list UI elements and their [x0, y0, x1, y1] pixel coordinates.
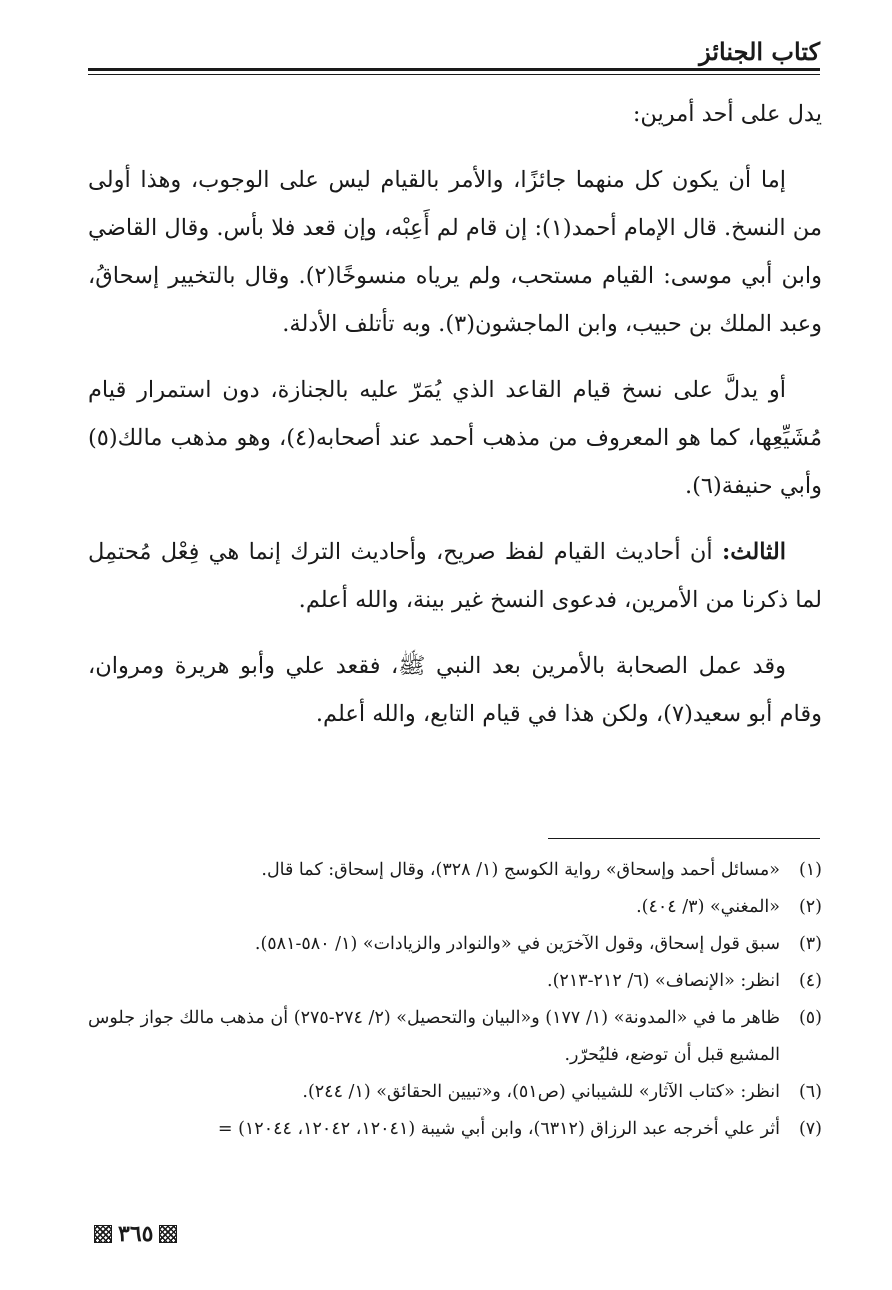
paragraph-2: أو يدلَّ على نسخ قيام القاعد الذي يُمَرّ عليه بالجنازة، دون استمرار قيام مُشَيِّعِها، كما هو المعروف من مذهب أحمد عند أصحابه(٤)، وهو مذهب مالك(٥) وأبي حنيفة(٦). — [88, 377, 822, 499]
paragraph-1: إما أن يكون كل منهما جائزًا، والأمر بالقيام ليس على الوجوب، وهذا أولى من النسخ. قال الإمام أحمد(١): إن قام لم أَعِبْه، وإن قعد فلا بأس. وقال القاضي وابن أبي موسى: القيام مستحب، ولم يرياه منسوخًا(٢). وقال بالتخيير إسحاقُ، وعبد الملك بن حبيب، وابن الماجشون(٣). وبه تأتلف الأدلة. — [88, 167, 822, 337]
footnote-3 — [88, 926, 822, 963]
footnote-text: انظر: «كتاب الآثار» للشيباني (ص٥١)، و«تبيين الحقائق» (١/ ٢٤٤). — [302, 1082, 780, 1102]
ornament-icon — [159, 1225, 177, 1243]
footnote-text: انظر: «الإنصاف» (٦/ ٢١٢-٢١٣). — [547, 971, 780, 991]
footnote-7 — [88, 1111, 822, 1148]
footnote-6 — [88, 1074, 822, 1111]
footnote-text: سبق قول إسحاق، وقول الآخرَين في «والنوادر والزيادات» (١/ ٥٨٠-٥٨١). — [254, 934, 780, 954]
footnote-4 — [88, 963, 822, 1000]
ornament-icon — [94, 1225, 112, 1243]
intro-line: يدل على أحد أمرين: — [632, 101, 822, 127]
footnotes — [88, 852, 822, 1148]
footnote-text: «المغني» (٣/ ٤٠٤). — [636, 897, 780, 917]
footnote-number: (٥) — [798, 1008, 822, 1028]
footnote-text: ظاهر ما في «المدونة» (١/ ١٧٧) و«البيان والتحصيل» (٢/ ٢٧٤-٢٧٥) أن مذهب مالك جواز جلوس المشيع قبل أن توضع، فليُحرّر. — [88, 1008, 780, 1065]
page-number: ٣٦٥ — [118, 1221, 154, 1247]
paragraph-4: وقد عمل الصحابة بالأمرين بعد النبي ﷺ، فقعد علي وأبو هريرة ومروان، وقام أبو سعيد(٧)، ولكن هذا في قيام التابع، والله أعلم. — [88, 653, 822, 727]
footnote-number: (٧) — [798, 1119, 822, 1139]
main-text — [88, 90, 822, 738]
chapter-title: كتاب الجنائز — [699, 37, 820, 66]
footnote-separator — [548, 838, 820, 839]
footnote-1 — [88, 852, 822, 889]
running-header — [88, 36, 820, 70]
footnote-number: (٤) — [798, 971, 822, 991]
paragraph-3-text: أن أحاديث القيام لفظ صريح، وأحاديث الترك إنما هي فِعْل مُحتمِل لما ذكرنا من الأمرين، فدعوى النسخ غير بينة، والله أعلم. — [88, 539, 822, 613]
page-number-block — [88, 1218, 183, 1250]
footnote-number: (٢) — [798, 897, 822, 917]
header-rule-thin — [88, 74, 820, 75]
footnote-5 — [88, 1000, 822, 1074]
paragraph-3-lead: الثالث: — [721, 539, 786, 565]
paragraph-3 — [88, 528, 822, 624]
footnote-number: (١) — [798, 860, 822, 880]
footnote-text: «مسائل أحمد وإسحاق» رواية الكوسج (١/ ٣٢٨)، وقال إسحاق: كما قال. — [261, 860, 780, 880]
footnote-2 — [88, 889, 822, 926]
footnote-number: (٣) — [798, 934, 822, 954]
footnote-text: أثر علي أخرجه عبد الرزاق (٦٣١٢)، وابن أبي شيبة (١٢٠٤١، ١٢٠٤٢، ١٢٠٤٤) = — [217, 1119, 780, 1139]
footnote-number: (٦) — [798, 1082, 822, 1102]
header-rule-thick — [88, 68, 820, 71]
